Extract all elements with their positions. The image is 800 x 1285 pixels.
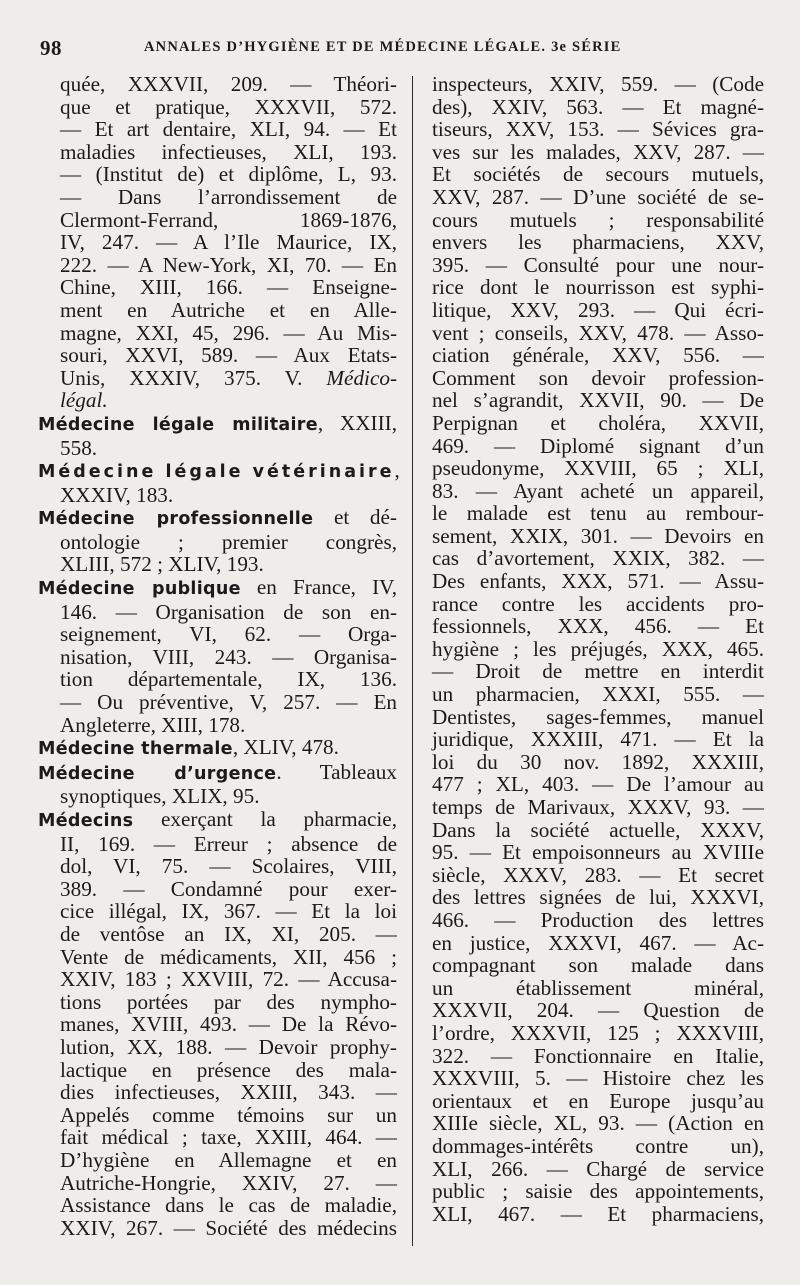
index-line: magne, XXI, 45, 296. — Au Mis- [60, 320, 397, 345]
index-line: XXXIV, 183. [60, 482, 174, 507]
index-line: lactique en présence des mala- [60, 1057, 397, 1082]
index-line: ciation générale, XXV, 556. — [432, 343, 764, 368]
index-line [60, 389, 397, 412]
index-line: — Dans l’arrondissement de [60, 184, 397, 209]
index-line: maladies infectieuses, XLI, 193. [60, 139, 397, 164]
index-line: dommages-intérêts contre un), [432, 1133, 764, 1158]
italic-crossref: Médico- [326, 365, 397, 390]
index-line: le malade est tenu au rembour- [432, 501, 764, 526]
index-line: fessionnels, XXX, 456. — Et [432, 614, 764, 639]
index-line: de ventôse an IX, XI, 205. — [60, 921, 397, 946]
index-text: . Tableaux [276, 759, 397, 784]
index-line: loi du 30 nov. 1892, XXXIII, [432, 749, 764, 774]
index-line: lution, XX, 188. — Devoir prophy- [60, 1034, 397, 1059]
index-headword: Médecine publique [38, 579, 241, 600]
index-headword: Médecine légale vétérinaire [38, 462, 395, 483]
index-headword: Médecine thermale [38, 739, 233, 760]
index-line: hygiène ; les préjugés, XXX, 465. [432, 636, 764, 661]
index-line: litique, XXV, 293. — Qui écri- [432, 297, 764, 322]
index-line: juridique, XXXIII, 471. — Et la [432, 727, 764, 752]
index-line: 466. — Production des lettres [432, 907, 764, 932]
index-line: un établissement minéral, [432, 975, 764, 1000]
index-line: pseudonyme, XXVIII, 65 ; XLI, [432, 456, 764, 481]
italic-crossref: légal. [60, 388, 108, 413]
index-line: Unis, XXXIV, 375. V. Médico- [60, 365, 397, 390]
index-line: Et sociétés de secours mutuels, [432, 162, 764, 187]
index-line: seignement, VI, 62. — Orga- [60, 622, 397, 647]
running-title: ANNALES D’HYGIÈNE ET DE MÉDECINE LÉGALE. 3e SÉRIE [144, 39, 622, 55]
index-headword: Médecine d’urgence [38, 763, 277, 784]
index-line: fait médical ; taxe, XXIII, 464. — [60, 1125, 397, 1150]
index-line: XXXVII, 204. — Question de [432, 998, 764, 1023]
page-header [40, 36, 760, 62]
index-line: sement, XXIX, 301. — Devoirs en [432, 523, 764, 548]
index-line: Dentistes, sages-femmes, manuel [432, 704, 764, 729]
index-line [38, 506, 397, 531]
index-line: cice illégal, IX, 367. — Et la loi [60, 899, 397, 924]
index-line: que et pratique, XXXVII, 572. [60, 94, 397, 119]
index-line: Angleterre, XIII, 178. [60, 712, 246, 737]
index-headword: Médecine professionnelle [38, 509, 314, 530]
index-line [38, 576, 397, 601]
index-line: 558. [60, 435, 98, 460]
index-line: public ; saisie des appointements, [432, 1179, 764, 1204]
index-text: , XXIII, [317, 410, 397, 435]
index-line: XXIV, 267. — Société des médecins [60, 1215, 397, 1240]
index-line: 469. — Diplomé signant d’un [432, 433, 764, 458]
index-line: XXXVIII, 5. — Histoire chez les [432, 1066, 764, 1091]
index-line: inspecteurs, XXIV, 559. — (Code [432, 72, 764, 96]
index-line: ves sur les malades, XXV, 287. — [432, 139, 764, 164]
index-line: D’hygiène en Allemagne et en [60, 1147, 397, 1172]
index-line: cas d’avortement, XXIX, 382. — [432, 546, 764, 571]
index-line: tions portées par des nympho- [60, 989, 397, 1014]
index-line: manes, XVIII, 493. — De la Révo- [60, 1012, 397, 1037]
index-line: Comment son devoir profession- [432, 365, 764, 390]
column-divider [412, 76, 413, 1246]
index-line [38, 808, 397, 833]
index-line: 322. — Fonctionnaire en Italie, [432, 1043, 764, 1068]
index-text: en France, IV, [240, 575, 397, 600]
index-line: Vente de médicaments, XII, 456 ; [60, 944, 397, 969]
index-text: exerçant la pharmacie, [133, 807, 397, 831]
index-line [38, 736, 397, 761]
index-line: ment en Autriche et en Alle- [60, 297, 397, 322]
index-line: souri, XXVI, 589. — Aux Etats- [60, 343, 397, 368]
index-line: XXV, 287. — D’une société de se- [432, 184, 764, 209]
index-line: en justice, XXXVI, 467. — Ac- [432, 930, 764, 955]
left-column [38, 72, 400, 1253]
index-text: , [394, 458, 400, 483]
index-line: nel s’agrandit, XXVII, 90. — De [432, 388, 764, 413]
index-line: compagnant son malade dans [432, 953, 764, 978]
index-line: siècle, XXXV, 283. — Et secret [432, 862, 764, 887]
index-line: temps de Marivaux, XXXV, 93. — [432, 795, 764, 819]
index-text: , XLIV, 478. [232, 735, 339, 760]
index-line: 95. — Et empoisonneurs au XVIIIe [432, 840, 764, 865]
index-line: Perpignan et choléra, XXVII, [432, 410, 764, 435]
right-column [432, 73, 764, 1253]
index-line: cours mutuels ; responsabilité [432, 207, 764, 232]
index-line: ontologie ; premier congrès, [60, 529, 397, 554]
index-line: XLI, 266. — Chargé de service [432, 1156, 764, 1181]
index-line [38, 761, 397, 786]
index-line: un pharmacien, XXXI, 555. — [432, 682, 764, 707]
index-line: XIIIe siècle, XL, 93. — (Action en [432, 1111, 764, 1136]
index-line: IV, 247. — A l’Ile Maurice, IX, [60, 230, 397, 255]
index-line: tiseurs, XXV, 153. — Sévices gra- [432, 117, 764, 142]
index-line: Chine, XIII, 166. — Enseigne- [60, 275, 397, 300]
index-line: vent ; conseils, XXV, 478. — Asso- [432, 320, 764, 345]
index-line: nisation, VIII, 243. — Organisa- [60, 644, 397, 669]
index-line: — (Institut de) et diplôme, L, 93. [60, 162, 397, 187]
index-text: et dé- [313, 505, 397, 530]
index-line: dol, VI, 75. — Scolaires, VIII, [60, 854, 397, 879]
index-line: tion départementale, IX, 136. [60, 667, 397, 692]
index-line: Dans la société actuelle, XXXV, [432, 817, 764, 842]
index-headword: Médecine légale militaire [38, 414, 318, 435]
index-line: dies infectieuses, XXIII, 343. — [60, 1080, 397, 1105]
index-line: Des enfants, XXX, 571. — Assu- [432, 569, 764, 594]
index-line: 83. — Ayant acheté un appareil, [432, 478, 764, 503]
index-line: XLIII, 572 ; XLIV, 193. [60, 552, 264, 577]
index-line: — Et art dentaire, XLI, 94. — Et [60, 117, 397, 142]
index-line: des), XXIV, 563. — Et magné- [432, 94, 764, 119]
index-line: 477 ; XL, 403. — De l’amour au [432, 772, 764, 797]
index-line: Appelés comme témoins sur un [60, 1102, 397, 1127]
page-number: 98 [40, 36, 62, 60]
index-headword: Médecins [38, 811, 134, 831]
index-line: XLI, 467. — Et pharmaciens, [432, 1201, 764, 1226]
index-line: l’ordre, XXXVII, 125 ; XXXVIII, [432, 1020, 764, 1045]
index-line: quée, XXXVII, 209. — Théori- [60, 72, 397, 96]
index-line: 222. — A New-York, XI, 70. — En [60, 252, 397, 277]
index-line: envers les pharmaciens, XXV, [432, 230, 764, 255]
index-line: rice dont le nourrisson est syphi- [432, 275, 764, 300]
index-line: II, 169. — Erreur ; absence de [60, 831, 397, 856]
index-line: des lettres signées de lui, XXXVI, [432, 885, 764, 910]
index-line: Assistance dans le cas de maladie, [60, 1193, 397, 1218]
index-line: 389. — Condamné pour exer- [60, 876, 397, 901]
index-line [38, 458, 400, 484]
index-line: Clermont-Ferrand, 1869-1876, [60, 207, 397, 232]
index-line: orientaux et en Europe jusqu’au [432, 1088, 764, 1113]
index-line: rance contre les accidents pro- [432, 591, 764, 616]
index-line: Autriche-Hongrie, XXIV, 27. — [60, 1170, 397, 1195]
index-line: 146. — Organisation de son en- [60, 599, 397, 624]
index-line: synoptiques, XLIX, 95. [60, 784, 260, 809]
index-line [38, 412, 397, 437]
index-line: — Droit de mettre en interdit [432, 659, 764, 684]
index-line: — Ou préventive, V, 257. — En [60, 690, 397, 715]
index-line: XXIV, 183 ; XXVIII, 72. — Accusa- [60, 967, 397, 992]
index-line: 395. — Consulté pour une nour- [432, 252, 764, 277]
